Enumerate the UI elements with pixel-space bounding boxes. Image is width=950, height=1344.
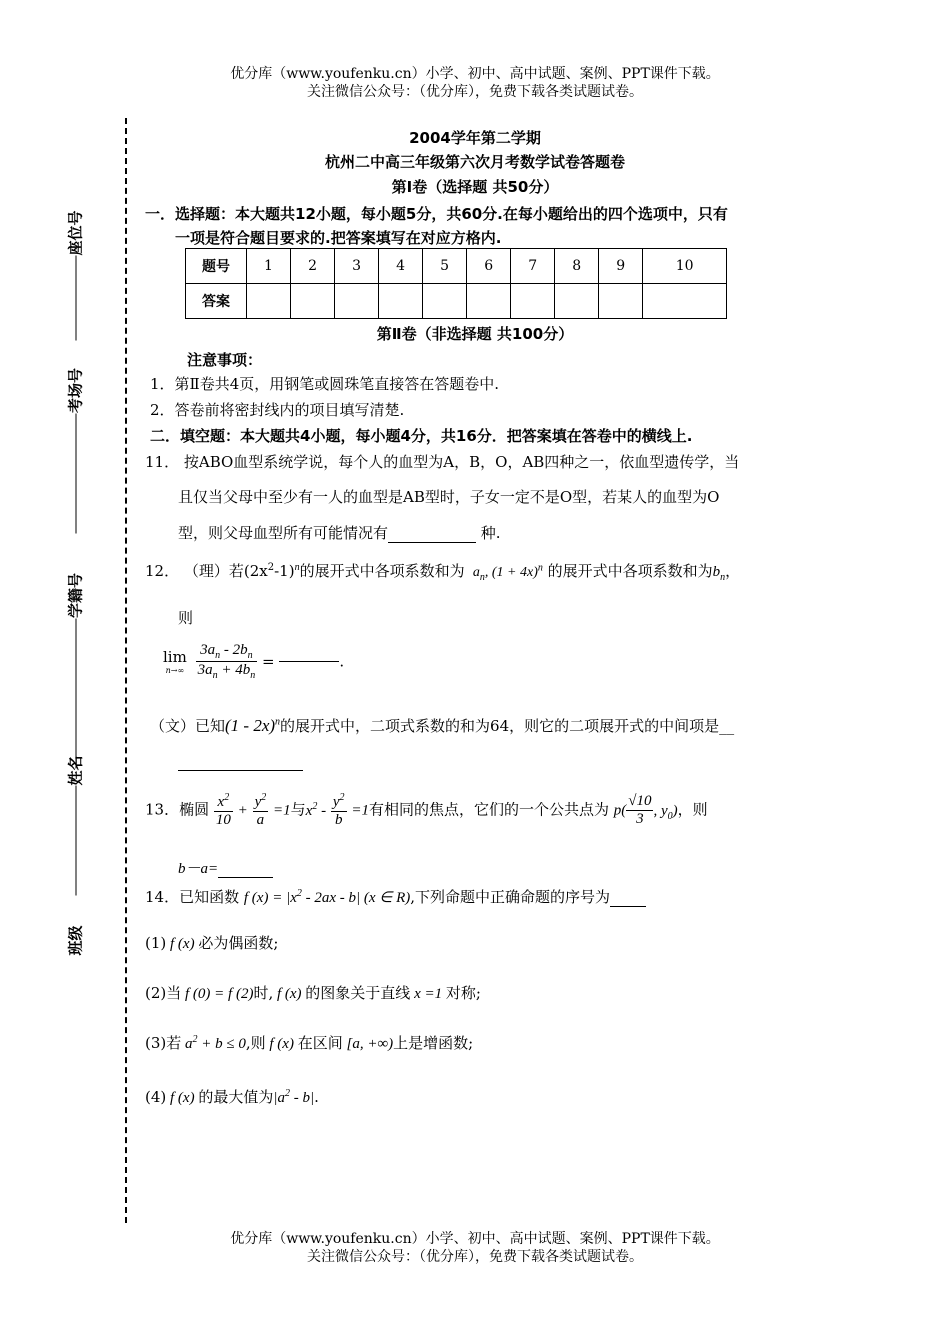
row-label-number: 题号 — [186, 249, 247, 284]
q12-limit-expression: lim n→∞ $\frac{3a_n - 2b_n}{3a_n + 4b_n}$ = . — [163, 642, 345, 681]
q14-text-post: ,下列命题中正确命题的序号为 — [410, 888, 611, 906]
name-label: 姓名 — [66, 755, 85, 786]
q14-p3-end: 上是增函数; — [393, 1034, 474, 1052]
answer-cell-10[interactable] — [643, 284, 727, 319]
q12-label: 12． — [145, 562, 180, 580]
table-cell: 6 — [467, 249, 511, 284]
answer-cell-7[interactable] — [511, 284, 555, 319]
q12-wen-answer-blank[interactable] — [178, 770, 303, 771]
q14-prop-3: (3)若 $a^2 + b \le 0$,则 f (x) 在区间 [a, +∞)上是增函数; — [145, 1034, 474, 1052]
class-field[interactable] — [65, 871, 86, 1011]
q13-line2-text: b－a= — [178, 861, 219, 877]
answer-cell-5[interactable] — [423, 284, 467, 319]
table-cell: 2 — [291, 249, 335, 284]
q12-line1: 12． （理）若$(2x^2-1)^n$的展开式中各项系数和为 $a_n$, $(1 + 4x)^n$ 的展开式中各项系数和为$b_n$， — [145, 562, 741, 583]
student-id-label: 学籍号 — [66, 573, 85, 619]
class-label: 班级 — [66, 925, 85, 956]
q14-p3-label: (3)若 — [145, 1034, 182, 1052]
seat-number-label: 座位号 — [66, 210, 85, 256]
q12-wen-pre: （文）已知 — [150, 717, 226, 735]
q14-p3-text: 在区间 — [297, 1034, 343, 1052]
q12-frac-den-a: 3a — [197, 662, 213, 678]
q14-answer-blank[interactable] — [610, 906, 646, 907]
q12-li-pre: （理）若(2x — [183, 562, 268, 580]
q14-p2-mid: 时, — [253, 984, 274, 1002]
table-cell: 8 — [555, 249, 599, 284]
q14-line1: 14．已知函数 f $(x) = |x^2 - 2ax - b|$ (x ∈ R),下列命题中正确命题的序号为 — [145, 886, 646, 907]
q13-line2 — [178, 857, 273, 878]
exam-room-label: 考场号 — [66, 368, 85, 414]
q13-line1: 13．椭圆 $\frac{x^2}{10}$ + $\frac{y^2}{a}$ =1与$x^2$ - $\frac{y^2}{b}$ =1有相同的焦点，它们的一个公共点为 p( $\frac{√10}{3}$ , $y_0$)，则 — [145, 792, 708, 828]
q12-li-answer-blank[interactable] — [279, 661, 339, 662]
q14-p1-text: 必为偶函数; — [198, 934, 279, 952]
notes-item-2: 2．答卷前将密封线内的项目填写清楚. — [150, 401, 405, 419]
q12-li-text1: 的展开式中各项系数和为 — [299, 562, 465, 580]
q11-line3 — [178, 522, 501, 543]
notes-title: 注意事项： — [187, 351, 263, 369]
q14-prop-2: (2)当 f (0) = f (2)时, f (x) 的图象关于直线 x =1 对称; — [145, 984, 481, 1002]
q14-prop-1: (1) f (x) 必为偶函数; — [145, 934, 279, 952]
q11-line3-post: 种. — [476, 524, 501, 542]
q14-label: 14． — [145, 888, 180, 906]
table-cell: 3 — [335, 249, 379, 284]
table-cell: 9 — [599, 249, 643, 284]
table-cell: 10 — [643, 249, 727, 284]
q12-frac-num-b: - 2b — [220, 642, 248, 658]
footer-line-2: 关注微信公众号：（优分库），免费下载各类试题试卷。 — [307, 1249, 643, 1265]
answer-cell-8[interactable] — [555, 284, 599, 319]
q14-p2-end: 对称; — [445, 984, 481, 1002]
part2-title: 第Ⅱ卷（非选择题 共100分） — [376, 325, 574, 343]
q14-p3-mid: ,则 — [245, 1034, 266, 1052]
q12-lim-text: lim — [163, 648, 187, 666]
q12-ze: 则 — [178, 609, 194, 627]
answer-cell-3[interactable] — [335, 284, 379, 319]
q14-p2-text: 的图象关于直线 — [305, 984, 411, 1002]
term-title: 2004学年第二学期 — [409, 129, 541, 147]
q11-line1: 11． 按ABO血型系统学说，每个人的血型为A，B，O，AB四种之一，依血型遗传学，当 — [145, 453, 740, 471]
table-cell: 5 — [423, 249, 467, 284]
exam-title: 杭州二中高三年级第六次月考数学试卷答题卷 — [324, 153, 625, 171]
q12-wen-post: 的展开式中，二项式系数的和为64，则它的二项展开式的中间项是__ — [280, 717, 735, 735]
q12-wen-line: （文）已知(1 - 2x)$^n$的展开式中，二项式系数的和为64，则它的二项展开式的中间项是__ — [150, 716, 735, 735]
q12-li-mid: -1) — [274, 562, 295, 580]
q14-prop-4: (4) f (x) 的最大值为$|a^2 - b|$. — [145, 1088, 319, 1106]
q12-frac-den-b: + 4b — [217, 662, 251, 678]
section1-line2: 一项是符合题目要求的.把答案填写在对应方格内. — [175, 229, 502, 247]
answer-cell-4[interactable] — [379, 284, 423, 319]
q11-answer-blank[interactable] — [388, 542, 476, 543]
q11-line3-pre: 型，则父母血型所有可能情况有 — [178, 524, 389, 542]
q13-text-post: ，则 — [677, 800, 708, 819]
section1-line1: 一．选择题：本大题共12小题，每小题5分，共60分.在每小题给出的四个选项中，只有 — [145, 205, 728, 223]
table-cell: 4 — [379, 249, 423, 284]
table-cell: 7 — [511, 249, 555, 284]
q14-p1-label: (1) — [145, 934, 167, 952]
header-line-1: 优分库（www.youfenku.cn）小学、初中、高中试题、案例、PPT课件下载。 — [230, 66, 720, 82]
table-cell: 1 — [247, 249, 291, 284]
binding-dashed-line — [125, 118, 127, 1223]
answer-cell-1[interactable] — [247, 284, 291, 319]
q14-p2-label: (2)当 — [145, 984, 182, 1002]
q12-frac-num-a: 3a — [200, 642, 216, 658]
part1-title: 第Ⅰ卷（选择题 共50分） — [391, 178, 559, 196]
answer-table — [185, 248, 727, 319]
q11-line2: 且仅当父母中至少有一人的血型是AB型时，子女一定不是O型，若某人的血型为O — [178, 488, 720, 506]
q14-text-pre: 已知函数 — [179, 888, 240, 906]
q13-text-pre: 椭圆 — [179, 800, 210, 819]
row-label-answer: 答案 — [186, 284, 247, 319]
q13-yu: 与 — [290, 800, 306, 819]
section2-heading: 二．填空题：本大题共4小题，每小题4分，共16分．把答案填在答卷中的横线上. — [150, 427, 693, 445]
q14-p4-text: 的最大值为 — [198, 1088, 274, 1106]
notes-item-1: 1．第Ⅱ卷共4页，用钢笔或圆珠笔直接答在答题卷中. — [150, 375, 500, 393]
q12-li-text2: 的展开式中各项系数和为 — [547, 562, 713, 580]
header-line-2: 关注微信公众号：（优分库），免费下载各类试题试卷。 — [307, 84, 643, 100]
footer-line-1: 优分库（www.youfenku.cn）小学、初中、高中试题、案例、PPT课件下载。 — [230, 1231, 720, 1247]
q13-answer-blank[interactable] — [218, 877, 273, 878]
exam-room-field[interactable] — [65, 351, 86, 551]
answer-cell-9[interactable] — [599, 284, 643, 319]
answer-cell-2[interactable] — [291, 284, 335, 319]
table-row — [186, 284, 727, 319]
answer-cell-6[interactable] — [467, 284, 511, 319]
table-row — [186, 249, 727, 284]
q13-label: 13． — [145, 800, 180, 819]
q12-lim-sub: n→∞ — [165, 666, 185, 675]
q14-p4-label: (4) — [145, 1088, 167, 1106]
q13-text-mid: 有相同的焦点，它们的一个公共点为 — [368, 800, 609, 819]
